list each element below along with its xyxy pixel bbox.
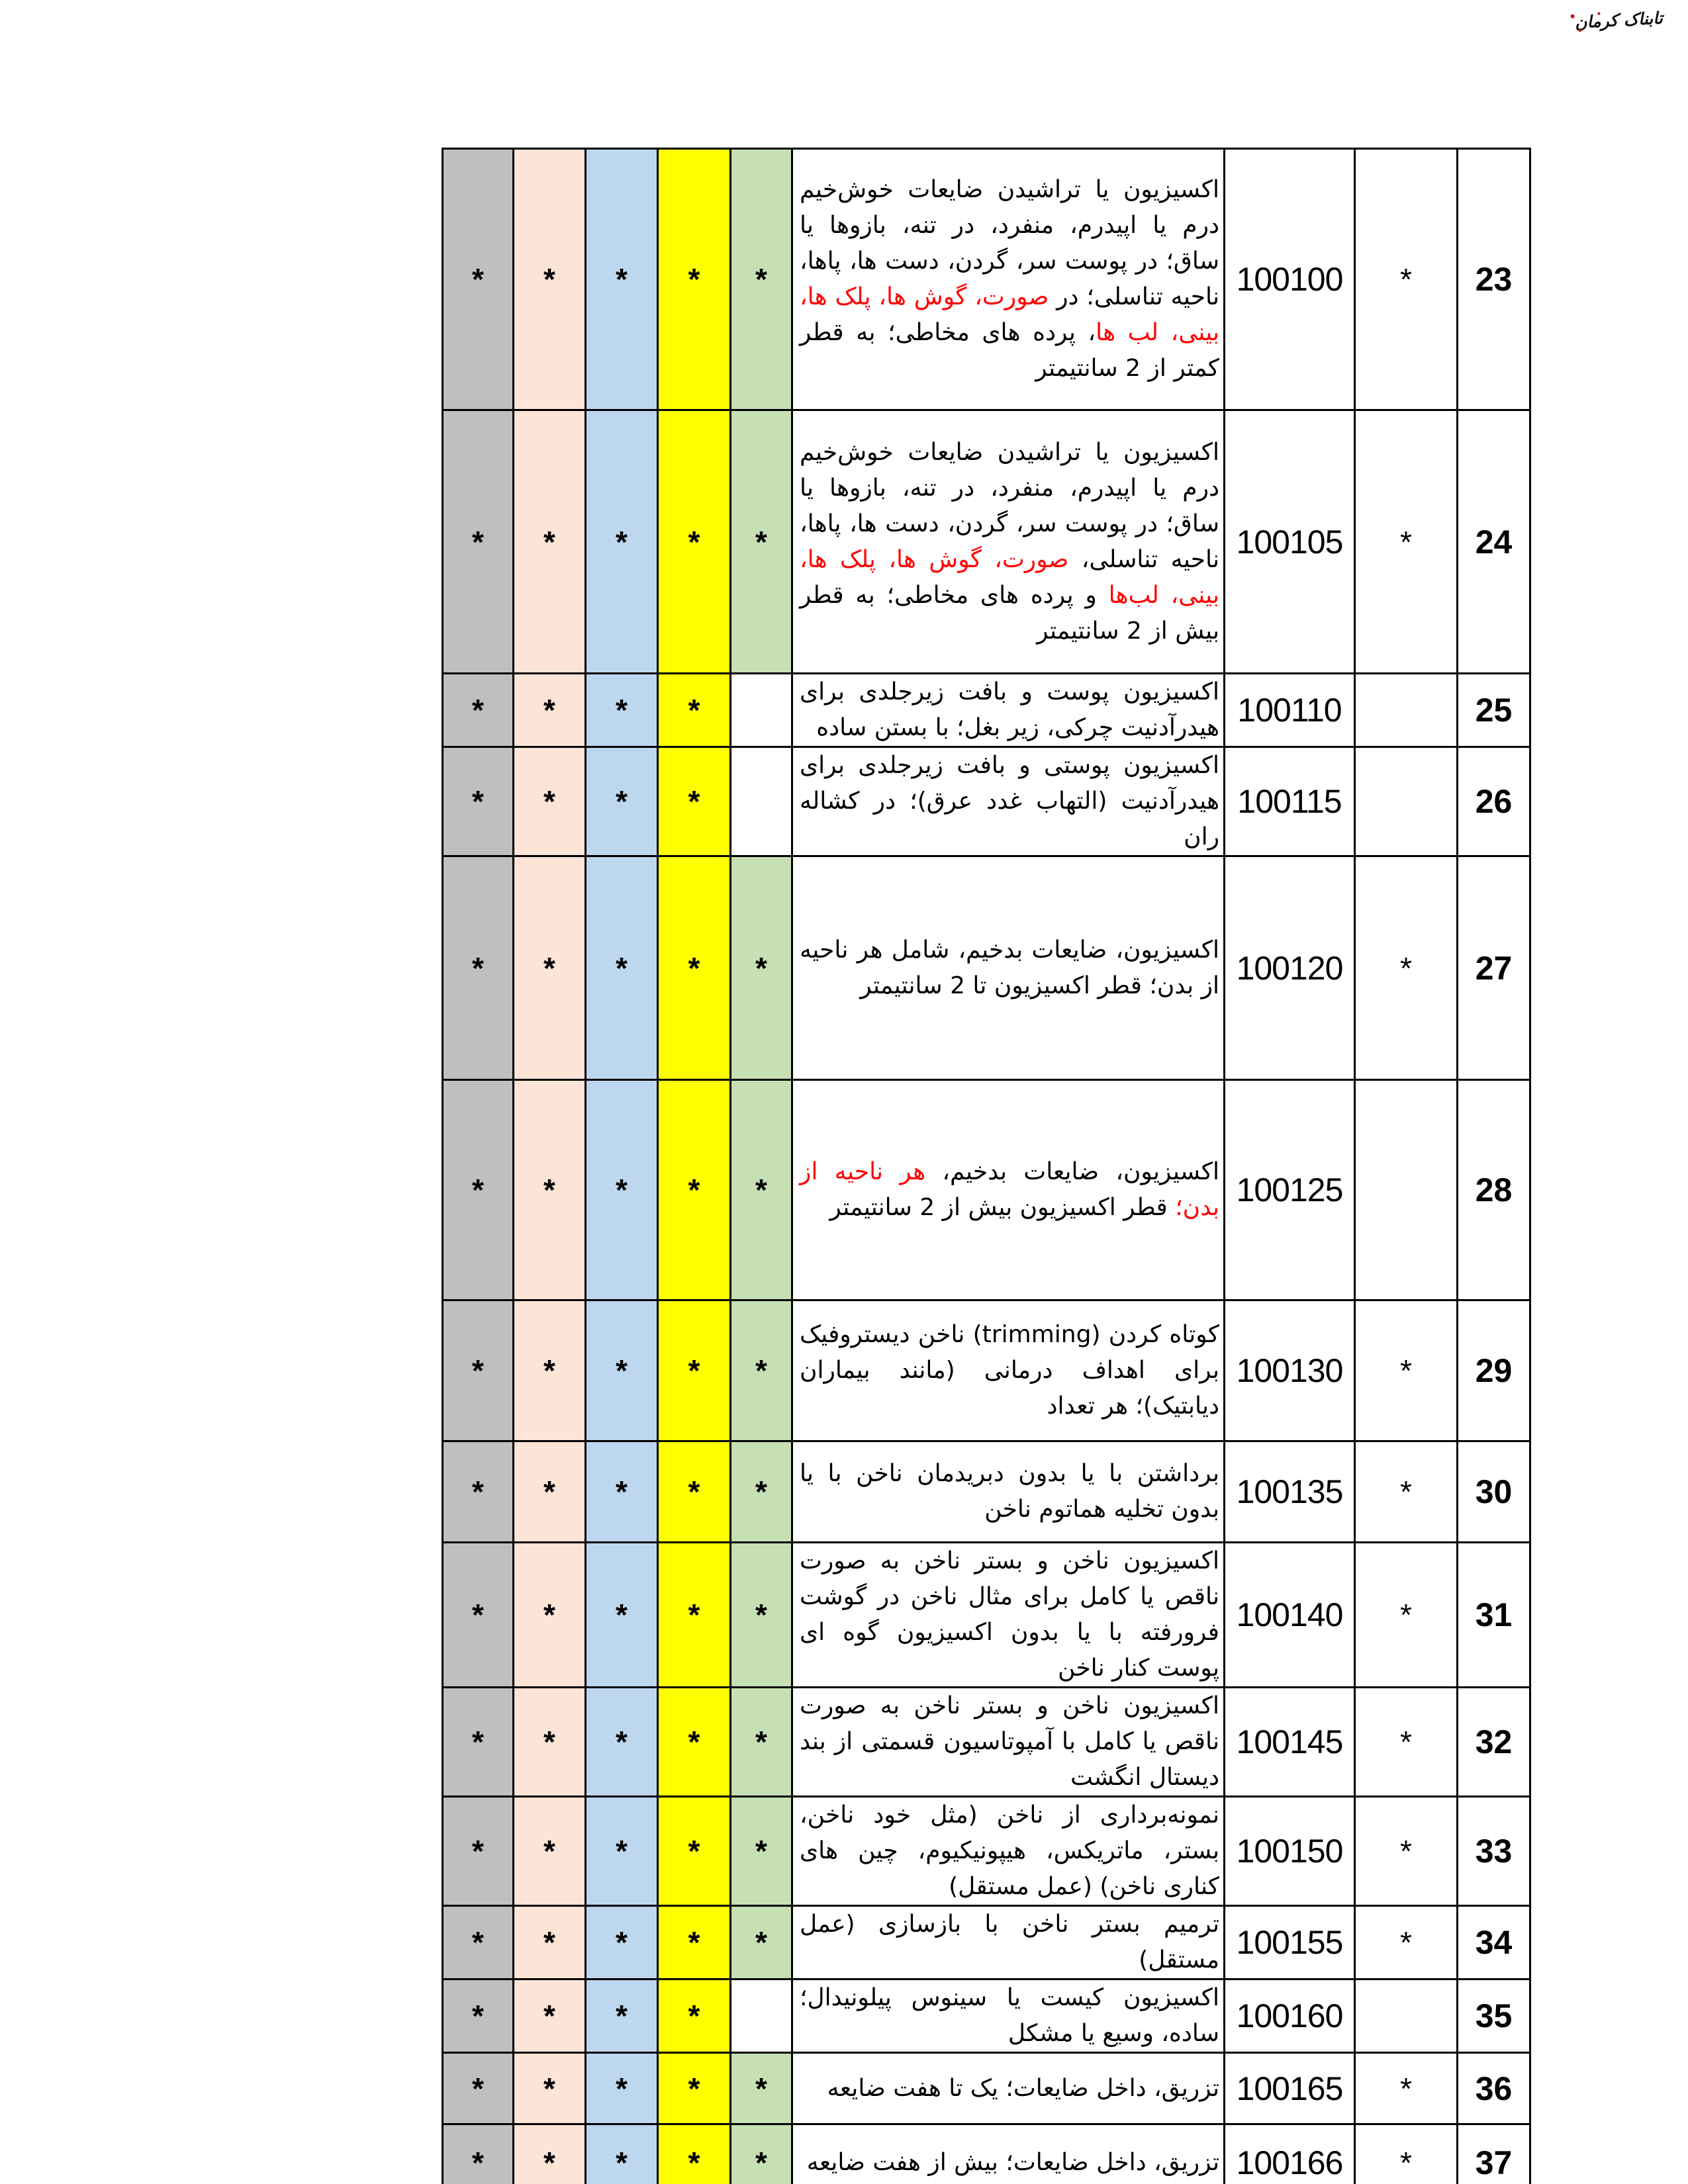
row-number-cell: 29 — [1458, 1300, 1530, 1441]
description-text — [793, 1980, 1223, 2052]
star-cell-yellow: * — [658, 1797, 731, 1906]
star-cell-peach: * — [514, 1080, 586, 1300]
star-cell-blue: * — [586, 1543, 658, 1688]
description-segment: اکسیزیون ناخن و بستر ناخن به صورت ناقص یا کامل با آمپوتاسیون قسمتی از بند دیستال انگشت — [800, 1692, 1219, 1791]
star-cell-yellow: * — [658, 1441, 731, 1543]
row-number-cell: 30 — [1458, 1441, 1530, 1543]
star-cell-green: * — [731, 1300, 792, 1441]
star-cell-green — [731, 1979, 792, 2053]
description-wrap — [793, 857, 1223, 1079]
description-segment: برداشتن با یا بدون دبریدمان ناخن با یا بدون تخلیه هماتوم ناخن — [800, 1460, 1219, 1523]
description-cell — [792, 1080, 1225, 1300]
flag-star-cell: * — [1355, 149, 1458, 410]
star-cell-peach: * — [514, 149, 586, 410]
star-cell-blue: * — [586, 410, 658, 674]
code-cell: 100125 — [1225, 1080, 1355, 1300]
description-cell — [792, 747, 1225, 856]
description-wrap — [793, 748, 1223, 855]
row-number-cell: 32 — [1458, 1688, 1530, 1797]
star-cell-blue: * — [586, 2053, 658, 2124]
description-segment: اکسیزیون پوست و بافت زیرجلدی برای هیدرآدنیت چرکی، زیر بغل؛ با بستن ساده — [800, 678, 1219, 741]
star-cell-yellow: * — [658, 1300, 731, 1441]
description-cell — [792, 2124, 1225, 2184]
star-cell-peach: * — [514, 1543, 586, 1688]
tariff-table-body — [443, 149, 1530, 2184]
star-cell-yellow: * — [658, 1080, 731, 1300]
description-wrap — [793, 1301, 1223, 1440]
star-cell-yellow: * — [658, 2053, 731, 2124]
watermark-text: تابناک کرمان — [1574, 8, 1664, 32]
star-cell-gray: * — [443, 1797, 514, 1906]
table-row — [443, 1080, 1530, 1300]
table-row — [443, 1979, 1530, 2053]
star-cell-peach: * — [514, 2124, 586, 2184]
code-cell: 100120 — [1225, 856, 1355, 1080]
star-cell-peach: * — [514, 747, 586, 856]
star-cell-green: * — [731, 1080, 792, 1300]
description-text — [793, 1154, 1223, 1226]
star-cell-blue: * — [586, 1688, 658, 1797]
code-cell: 100155 — [1225, 1906, 1355, 1979]
description-cell — [792, 1906, 1225, 1979]
star-cell-peach: * — [514, 2053, 586, 2124]
description-wrap — [793, 1797, 1223, 1905]
flag-star-cell — [1355, 1080, 1458, 1300]
description-text — [793, 2071, 1223, 2107]
table-row — [443, 1441, 1530, 1543]
table-row — [443, 856, 1530, 1080]
star-cell-blue: * — [586, 856, 658, 1080]
description-wrap — [793, 150, 1223, 409]
star-cell-yellow: * — [658, 747, 731, 856]
table-row — [443, 410, 1530, 674]
description-text — [793, 1456, 1223, 1527]
star-cell-blue: * — [586, 1441, 658, 1543]
code-cell: 100110 — [1225, 674, 1355, 747]
row-number-cell: 25 — [1458, 674, 1530, 747]
star-cell-yellow: * — [658, 856, 731, 1080]
star-cell-gray: * — [443, 1543, 514, 1688]
table-row — [443, 149, 1530, 410]
star-cell-blue: * — [586, 674, 658, 747]
star-cell-gray: * — [443, 1979, 514, 2053]
star-cell-gray: * — [443, 149, 514, 410]
star-cell-yellow: * — [658, 149, 731, 410]
star-cell-gray: * — [443, 2124, 514, 2184]
star-cell-yellow: * — [658, 674, 731, 747]
row-number-cell: 35 — [1458, 1979, 1530, 2053]
code-cell: 100160 — [1225, 1979, 1355, 2053]
description-segment: اکسیزیون پوستی و بافت زیرجلدی برای هیدرآدنیت (التهاب غدد عرق)؛ در کشاله ران — [800, 752, 1219, 850]
description-text — [793, 1907, 1223, 1978]
table-row — [443, 1688, 1530, 1797]
star-cell-green: * — [731, 149, 792, 410]
code-cell: 100105 — [1225, 410, 1355, 674]
description-wrap — [793, 1980, 1223, 2052]
star-cell-peach: * — [514, 1441, 586, 1543]
star-cell-blue: * — [586, 1979, 658, 2053]
flag-star-cell: * — [1355, 2124, 1458, 2184]
table-row — [443, 747, 1530, 856]
star-cell-green: * — [731, 1688, 792, 1797]
row-number-cell: 36 — [1458, 2053, 1530, 2124]
code-cell: 100145 — [1225, 1688, 1355, 1797]
table-row — [443, 1543, 1530, 1688]
flag-star-cell — [1355, 1979, 1458, 2053]
flag-star-cell: * — [1355, 2053, 1458, 2124]
table-row — [443, 1300, 1530, 1441]
flag-star-cell: * — [1355, 1543, 1458, 1688]
star-cell-green: * — [731, 2053, 792, 2124]
star-cell-blue: * — [586, 1080, 658, 1300]
star-cell-yellow: * — [658, 410, 731, 674]
star-cell-peach: * — [514, 856, 586, 1080]
code-cell: 100100 — [1225, 149, 1355, 410]
tariff-table — [442, 148, 1531, 2184]
description-text — [793, 1543, 1223, 1686]
description-text — [793, 1317, 1223, 1424]
description-segment: کوتاه کردن (trimming) ناخن دیستروفیک برای اهداف درمانی (مانند بیماران دیابتیک)؛ هر تعداد — [800, 1321, 1219, 1420]
description-segment: و پرده های مخاطی؛ به قطر بیش از 2 سانتیمتر — [800, 581, 1219, 645]
description-text — [793, 674, 1223, 746]
description-cell — [792, 1441, 1225, 1543]
row-number-cell: 24 — [1458, 410, 1530, 674]
star-cell-green: * — [731, 2124, 792, 2184]
description-text — [793, 435, 1223, 649]
description-cell — [792, 1797, 1225, 1906]
star-cell-green — [731, 674, 792, 747]
description-wrap — [793, 1442, 1223, 1541]
star-cell-green: * — [731, 1797, 792, 1906]
star-cell-gray: * — [443, 410, 514, 674]
description-wrap — [793, 411, 1223, 672]
star-cell-gray: * — [443, 747, 514, 856]
description-wrap — [793, 1543, 1223, 1686]
row-number-cell: 34 — [1458, 1906, 1530, 1979]
code-cell: 100135 — [1225, 1441, 1355, 1543]
description-segment: اکسیزیون، ضایعات بدخیم، شامل هر ناحیه از بدن؛ قطر اکسیزیون تا 2 سانتیمتر — [800, 936, 1219, 999]
row-number-cell: 27 — [1458, 856, 1530, 1080]
code-cell: 100150 — [1225, 1797, 1355, 1906]
star-cell-gray: * — [443, 674, 514, 747]
table-row — [443, 1797, 1530, 1906]
description-segment: اکسیزیون یا تراشیدن ضایعات خوش‌خیم درم یا اپیدرم، منفرد، در تنه، بازوها یا ساق؛ در پوست سر، گردن، دست ها، پاها، ناحیه تناسلی، — [800, 438, 1219, 573]
star-cell-peach: * — [514, 1906, 586, 1979]
star-cell-blue: * — [586, 1300, 658, 1441]
row-number-cell: 33 — [1458, 1797, 1530, 1906]
flag-star-cell: * — [1355, 1300, 1458, 1441]
star-cell-blue: * — [586, 149, 658, 410]
star-cell-peach: * — [514, 1688, 586, 1797]
description-segment: تزریق، داخل ضایعات؛ بیش از هفت ضایعه — [806, 2148, 1219, 2176]
star-cell-blue: * — [586, 1906, 658, 1979]
row-number-cell: 23 — [1458, 149, 1530, 410]
description-segment: اکسیزیون، ضایعات بدخیم، — [925, 1158, 1219, 1185]
description-segment: ترمیم بستر ناخن با بازسازی (عمل مستقل) — [800, 1911, 1219, 1974]
star-cell-green: * — [731, 410, 792, 674]
flag-star-cell — [1355, 674, 1458, 747]
star-cell-gray: * — [443, 2053, 514, 2124]
star-cell-yellow: * — [658, 1906, 731, 1979]
description-text — [793, 172, 1223, 387]
description-text — [793, 1797, 1223, 1905]
description-cell — [792, 149, 1225, 410]
description-text — [793, 933, 1223, 1004]
star-cell-yellow: * — [658, 1979, 731, 2053]
star-cell-gray: * — [443, 856, 514, 1080]
description-wrap — [793, 1688, 1223, 1796]
star-cell-peach: * — [514, 1300, 586, 1441]
star-cell-green: * — [731, 1906, 792, 1979]
description-segment: ، پرده های مخاطی؛ به قطر کمتر از 2 سانتیمتر — [800, 319, 1219, 382]
description-segment: نمونه‌برداری از ناخن (مثل خود ناخن، بستر، ماتریکس، هیپونیکیوم، چین های کناری ناخن) (عمل مستقل) — [800, 1801, 1219, 1900]
description-cell — [792, 1979, 1225, 2053]
star-cell-green: * — [731, 856, 792, 1080]
description-segment-red: هر ناحیه از بدن؛ — [800, 1158, 1219, 1221]
description-text — [793, 748, 1223, 855]
table-row — [443, 674, 1530, 747]
description-segment: قطر اکسیزیون بیش از 2 سانتیمتر — [829, 1194, 1176, 1221]
description-cell — [792, 1688, 1225, 1797]
code-cell: 100115 — [1225, 747, 1355, 856]
star-cell-blue: * — [586, 1797, 658, 1906]
description-cell — [792, 674, 1225, 747]
flag-star-cell: * — [1355, 1688, 1458, 1797]
description-segment: تزریق، داخل ضایعات؛ یک تا هفت ضایعه — [827, 2074, 1219, 2102]
star-cell-yellow: * — [658, 1543, 731, 1688]
row-number-cell: 31 — [1458, 1543, 1530, 1688]
description-cell — [792, 410, 1225, 674]
description-segment: اکسیزیون ناخن و بستر ناخن به صورت ناقص یا کامل برای مثال ناخن در گوشت فرورفته با یا بدون اکسیزیون گوه ای پوست کنار ناخن — [800, 1547, 1219, 1682]
star-cell-gray: * — [443, 1441, 514, 1543]
description-cell — [792, 1300, 1225, 1441]
table-row — [443, 2124, 1530, 2184]
description-text — [793, 2145, 1223, 2181]
flag-star-cell: * — [1355, 1906, 1458, 1979]
star-cell-gray: * — [443, 1080, 514, 1300]
description-cell — [792, 2053, 1225, 2124]
star-cell-peach: * — [514, 674, 586, 747]
star-cell-blue: * — [586, 2124, 658, 2184]
description-wrap — [793, 674, 1223, 746]
star-cell-gray: * — [443, 1906, 514, 1979]
description-cell — [792, 856, 1225, 1080]
flag-star-cell: * — [1355, 410, 1458, 674]
code-cell: 100140 — [1225, 1543, 1355, 1688]
star-cell-peach: * — [514, 410, 586, 674]
description-segment: اکسیزیون کیست یا سینوس پیلونیدال؛ ساده، وسیع یا مشکل — [800, 1984, 1219, 2047]
row-number-cell: 26 — [1458, 747, 1530, 856]
row-number-cell: 28 — [1458, 1080, 1530, 1300]
flag-star-cell: * — [1355, 1797, 1458, 1906]
description-wrap — [793, 1081, 1223, 1299]
description-wrap — [793, 2054, 1223, 2123]
star-cell-green: * — [731, 1441, 792, 1543]
code-cell: 100130 — [1225, 1300, 1355, 1441]
row-number-cell: 37 — [1458, 2124, 1530, 2184]
star-cell-gray: * — [443, 1688, 514, 1797]
description-cell — [792, 1543, 1225, 1688]
description-wrap — [793, 1907, 1223, 1978]
description-segment-red: صورت، گوش ها، پلک ها، بینی، لب‌ها — [800, 545, 1219, 609]
star-cell-peach: * — [514, 1797, 586, 1906]
description-text — [793, 1688, 1223, 1796]
table-row — [443, 2053, 1530, 2124]
code-cell: 100165 — [1225, 2053, 1355, 2124]
tabnak-kerman-watermark — [1574, 9, 1663, 32]
table-row — [443, 1906, 1530, 1979]
star-cell-yellow: * — [658, 1688, 731, 1797]
flag-star-cell — [1355, 747, 1458, 856]
star-cell-green — [731, 747, 792, 856]
star-cell-gray: * — [443, 1300, 514, 1441]
star-cell-blue: * — [586, 747, 658, 856]
star-cell-yellow: * — [658, 2124, 731, 2184]
flag-star-cell: * — [1355, 856, 1458, 1080]
star-cell-green: * — [731, 1543, 792, 1688]
flag-star-cell: * — [1355, 1441, 1458, 1543]
code-cell: 100166 — [1225, 2124, 1355, 2184]
star-cell-peach: * — [514, 1979, 586, 2053]
description-segment: اکسیزیون یا تراشیدن ضایعات خوش‌خیم درم یا اپیدرم، منفرد، در تنه، بازوها یا ساق؛ در پوست سر، گردن، دست ها، پاها، ناحیه تناسلی؛ در — [800, 176, 1219, 310]
description-segment-red: صورت، گوش ها، پلک ها، بینی، لب ها — [800, 283, 1219, 346]
description-wrap — [793, 2125, 1223, 2184]
